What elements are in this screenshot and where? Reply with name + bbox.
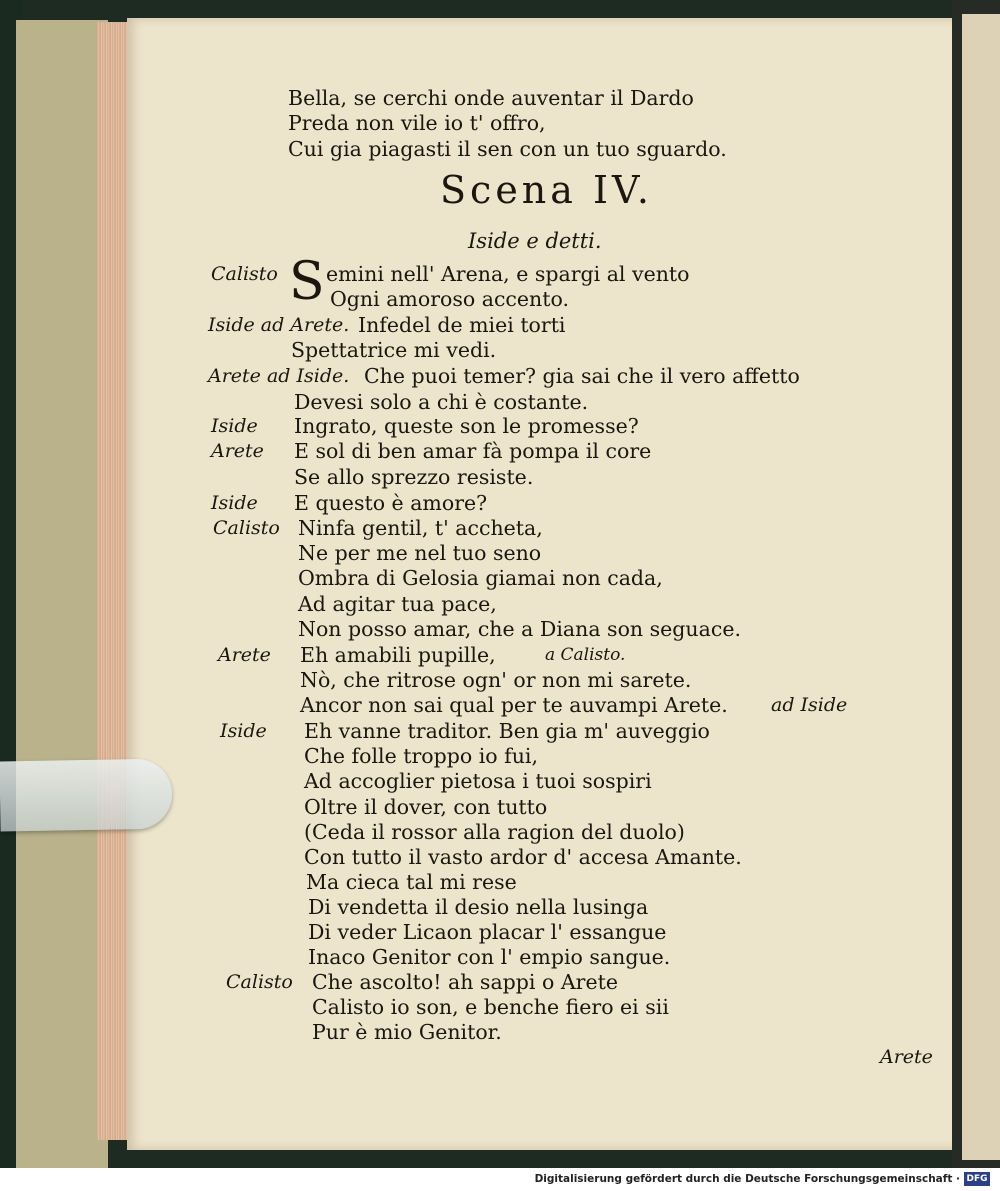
catchword: Arete [880,1046,933,1068]
dfg-logo: DFG [964,1172,990,1186]
book-cover-board [16,20,108,1168]
opening-line: Preda non vile io t' offro, [288,111,546,135]
stage-direction: a Calisto. [545,645,626,665]
opening-line: Cui gia piagasti il sen con un tuo sguardo. [288,137,727,161]
dialogue-line: Di veder Licaon placar l' essangue [308,920,667,944]
dialogue-line: Ne per me nel tuo seno [298,541,542,565]
speaker-label: Iside ad Arete. [208,314,350,336]
dialogue-line: Infedel de miei torti [358,313,566,337]
opening-line: Bella, se cerchi onde auventar il Dardo [288,86,694,110]
dialogue-line: emini nell' Arena, e spargi al vento [326,262,690,286]
dialogue-line: Che folle troppo io fui, [304,744,538,768]
dialogue-line: Ma cieca tal mi rese [306,870,517,894]
footer-credit: Digitalisierung gefördert durch die Deutsche Forschungsgemeinschaft · [534,1173,960,1185]
scene-title: Scena IV. [440,168,653,212]
adjacent-page-edge [962,14,1000,1160]
speaker-label: Iside [220,720,267,742]
speaker-label: Calisto [226,971,293,993]
speaker-label: Calisto [213,517,280,539]
dialogue-line: Se allo sprezzo resiste. [294,465,534,489]
dialogue-line: E sol di ben amar fà pompa il core [294,439,652,463]
speaker-label: Calisto [211,263,278,285]
dialogue-line: Ad agitar tua pace, [298,592,497,616]
dialogue-line: (Ceda il rossor alla ragion del duolo) [304,820,685,844]
dialogue-line: Oltre il dover, con tutto [304,795,548,819]
dialogue-line: Ingrato, queste son le promesse? [294,414,639,438]
dialogue-line: Non posso amar, che a Diana son seguace. [298,617,741,641]
dialogue-line: Ninfa gentil, t' accheta, [298,516,543,540]
dialogue-line: Di vendetta il desio nella lusinga [308,895,649,919]
dialogue-line: E questo è amore? [294,491,488,515]
page-holder-clip [0,759,173,832]
dialogue-line: Ombra di Gelosia giamai non cada, [298,566,663,590]
dialogue-line: Devesi solo a chi è costante. [294,390,589,414]
stage-direction: ad Iside [771,694,848,716]
speaker-label: Iside [211,415,258,437]
dialogue-line: Eh vanne traditor. Ben gia m' auveggio [304,719,710,743]
dialogue-line: Pur è mio Genitor. [312,1020,502,1044]
scene-subtitle: Iside e detti. [468,229,602,253]
speaker-label: Arete ad Iside. [208,365,350,387]
dialogue-line: Nò, che ritrose ogn' or non mi sarete. [300,668,692,692]
speaker-label: Arete [218,644,271,666]
dialogue-line: Inaco Genitor con l' empio sangue. [308,945,671,969]
dialogue-line: Spettatrice mi vedi. [291,338,497,362]
speaker-label: Iside [211,492,258,514]
speaker-label: Arete [211,440,264,462]
drop-cap: S [289,252,325,312]
dialogue-line: Con tutto il vasto ardor d' accesa Amante. [304,845,742,869]
dialogue-line: Ad accoglier pietosa i tuoi sospiri [304,769,652,793]
dialogue-line: Eh amabili pupille, [300,643,496,667]
dialogue-line: Ogni amoroso accento. [330,287,569,311]
dialogue-line: Calisto io son, e benche fiero ei sii [312,995,669,1019]
dialogue-line: Ancor non sai qual per te auvampi Arete. [300,693,728,717]
dialogue-line: Che ascolto! ah sappi o Arete [312,970,618,994]
dialogue-line: Che puoi temer? gia sai che il vero affetto [364,364,800,388]
